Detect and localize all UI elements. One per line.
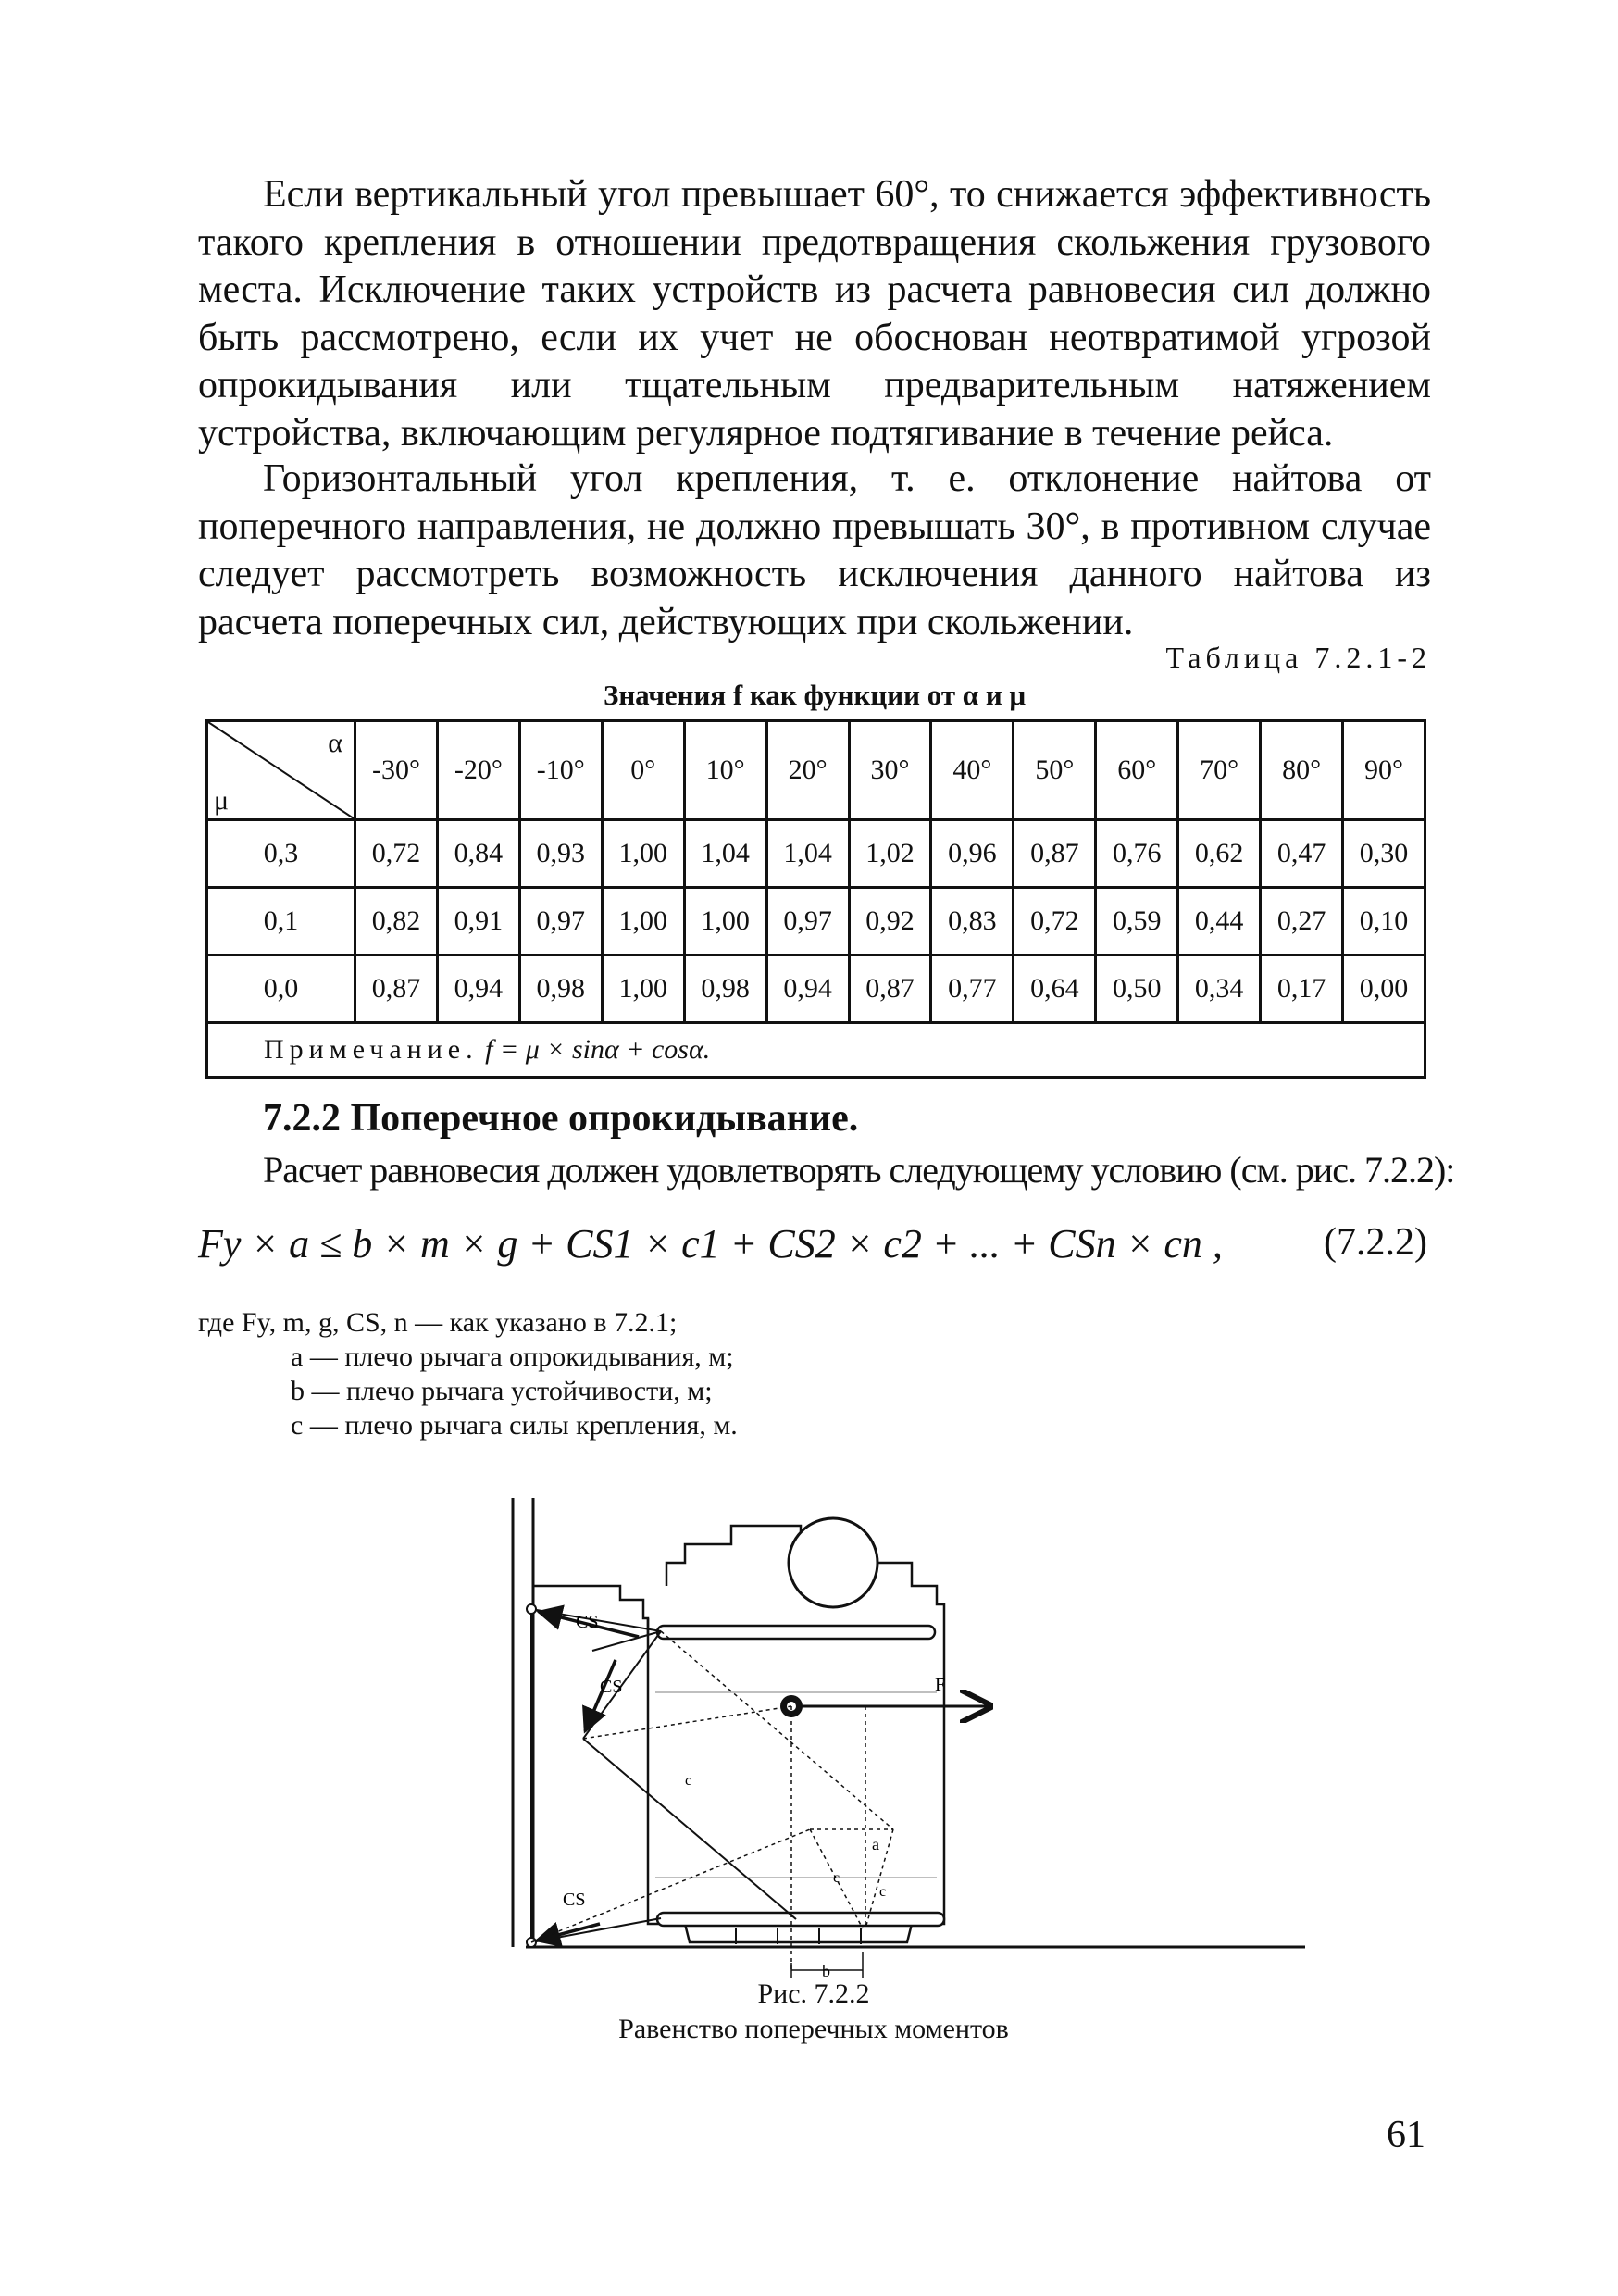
page-number: 61	[1387, 2114, 1425, 2156]
f-values-table	[205, 719, 1426, 1079]
f-value-cell: 1,02	[849, 820, 931, 888]
figure-title: Равенство поперечных моментов	[618, 2014, 1009, 2044]
c2-label: c	[685, 1773, 692, 1789]
alpha-header-cell: 60°	[1096, 721, 1178, 820]
f-value-cell: 0,91	[437, 888, 519, 955]
equation-number: (7.2.2)	[1324, 1221, 1427, 1264]
f-value-cell: 0,83	[931, 888, 1014, 955]
table-note-cell	[207, 1023, 1425, 1078]
f-value-cell: 0,59	[1096, 888, 1178, 955]
alpha-header-cell: 70°	[1178, 721, 1261, 820]
f-value-cell: 0,10	[1343, 888, 1425, 955]
f-value-cell: 0,82	[355, 888, 438, 955]
cs1-bottom-label: CS	[563, 1890, 586, 1910]
alpha-header-cell: 10°	[684, 721, 766, 820]
f-value-cell: 0,94	[766, 955, 849, 1023]
alpha-header-cell: 80°	[1261, 721, 1343, 820]
mu-cell: 0,3	[207, 820, 355, 888]
f-value-cell: 0,84	[437, 820, 519, 888]
table-row	[207, 955, 1425, 1023]
f-value-cell: 0,93	[519, 820, 602, 888]
f-value-cell: 1,04	[684, 820, 766, 888]
figure-caption	[198, 1977, 1429, 2047]
f-value-cell: 0,50	[1096, 955, 1178, 1023]
c3-label: c	[879, 1884, 887, 1900]
equation: Fy × a ≤ b × m × g + CS1 × c1 + CS2 × c2 + ... + CSn × cn ,	[198, 1221, 1223, 1267]
f-value-cell: 0,44	[1178, 888, 1261, 955]
f-value-cell: 0,72	[1014, 888, 1096, 955]
definition-c: c — плечо рычага силы крепления, м.	[291, 1410, 738, 1441]
cargo-unit	[648, 1518, 944, 1944]
fy-label: F	[935, 1675, 946, 1695]
f-value-cell: 1,04	[766, 820, 849, 888]
b-label: b	[822, 1962, 830, 1980]
f-value-cell: 0,17	[1261, 955, 1343, 1023]
f-value-cell: 0,72	[355, 820, 438, 888]
f-value-cell: 0,34	[1178, 955, 1261, 1023]
cs1-top-label: CS	[576, 1612, 599, 1632]
table-note-row	[207, 1023, 1425, 1078]
f-value-cell: 0,00	[1343, 955, 1425, 1023]
alpha-header-cell: 30°	[849, 721, 931, 820]
alpha-header-cell: -30°	[355, 721, 438, 820]
f-value-cell: 1,00	[602, 955, 684, 1023]
note-formula: f = μ × sinα + cosα.	[478, 1034, 711, 1065]
alpha-header-cell: 50°	[1014, 721, 1096, 820]
section-condition: Расчет равновесия должен удовлетворять следующему условию (см. рис. 7.2.2):	[263, 1149, 1455, 1191]
alpha-header-cell: 90°	[1343, 721, 1425, 820]
f-value-cell: 0,30	[1343, 820, 1425, 888]
f-value-cell: 0,27	[1261, 888, 1343, 955]
alpha-label: α	[328, 728, 342, 758]
overturning-moment-diagram	[500, 1489, 1314, 1989]
f-value-cell: 0,94	[437, 955, 519, 1023]
f-value-cell: 0,87	[1014, 820, 1096, 888]
f-value-cell: 0,97	[519, 888, 602, 955]
cs2-label: CS	[600, 1677, 623, 1697]
mu-label: μ	[214, 785, 230, 816]
alpha-header-cell: 40°	[931, 721, 1014, 820]
a-label: a	[872, 1835, 879, 1853]
ship-structure	[513, 1498, 1305, 1947]
alpha-header-cell: 0°	[602, 721, 684, 820]
f-value-cell: 0,98	[684, 955, 766, 1023]
c1-label: c	[833, 1870, 840, 1886]
f-value-cell: 0,76	[1096, 820, 1178, 888]
paragraph-vertical-angle: Если вертикальный угол превышает 60°, то снижается эффективность такого крепления в отношении предотвращения скольжения грузового места. Исключение таких устройств из расчета равновесия сил должно быть рассмотрено, если их учет не обоснован неотвратимой угрозой опрокидывания или тщательным предварительным натяжением устройства, включающим регулярное подтягивание в течение рейса.	[198, 173, 1431, 455]
f-value-cell: 1,00	[684, 888, 766, 955]
f-value-cell: 0,92	[849, 888, 931, 955]
f-value-cell: 0,64	[1014, 955, 1096, 1023]
f-value-cell: 0,96	[931, 820, 1014, 888]
table-row	[207, 888, 1425, 955]
f-value-cell: 1,00	[602, 888, 684, 955]
f-value-cell: 0,47	[1261, 820, 1343, 888]
mu-cell: 0,0	[207, 955, 355, 1023]
note-label: Примечание.	[264, 1034, 479, 1065]
variable-definitions	[198, 1305, 738, 1442]
mu-cell: 0,1	[207, 888, 355, 955]
paragraph-horizontal-angle: Горизонтальный угол крепления, т. е. отклонение найтова от поперечного направления, не должно превышать 30°, в противном случае следует рассмотреть возможность исключения данного найтова из расчета поперечных сил, действующих при скольжении.	[198, 457, 1431, 643]
alpha-header-cell: -10°	[519, 721, 602, 820]
table-corner-cell	[207, 721, 355, 820]
f-value-cell: 0,98	[519, 955, 602, 1023]
table-caption: Таблица 7.2.1-2	[1165, 641, 1431, 674]
definition-where: где Fy, m, g, CS, n — как указано в 7.2.1;	[198, 1307, 678, 1338]
table-row	[207, 820, 1425, 888]
table-title: Значения f как функции от α и μ	[603, 679, 1027, 711]
f-value-cell: 0,62	[1178, 820, 1261, 888]
f-value-cell: 0,87	[355, 955, 438, 1023]
table-header-row	[207, 721, 1425, 820]
alpha-header-cell: -20°	[437, 721, 519, 820]
alpha-header-cell: 20°	[766, 721, 849, 820]
definition-a: a — плечо рычага опрокидывания, м;	[291, 1341, 734, 1372]
definition-b: b — плечо рычага устойчивости, м;	[291, 1376, 713, 1406]
f-value-cell: 0,97	[766, 888, 849, 955]
f-value-cell: 0,87	[849, 955, 931, 1023]
f-value-cell: 0,77	[931, 955, 1014, 1023]
f-value-cell: 1,00	[602, 820, 684, 888]
figure-number: Рис. 7.2.2	[757, 1978, 870, 2009]
section-heading: 7.2.2 Поперечное опрокидывание.	[263, 1097, 859, 1140]
